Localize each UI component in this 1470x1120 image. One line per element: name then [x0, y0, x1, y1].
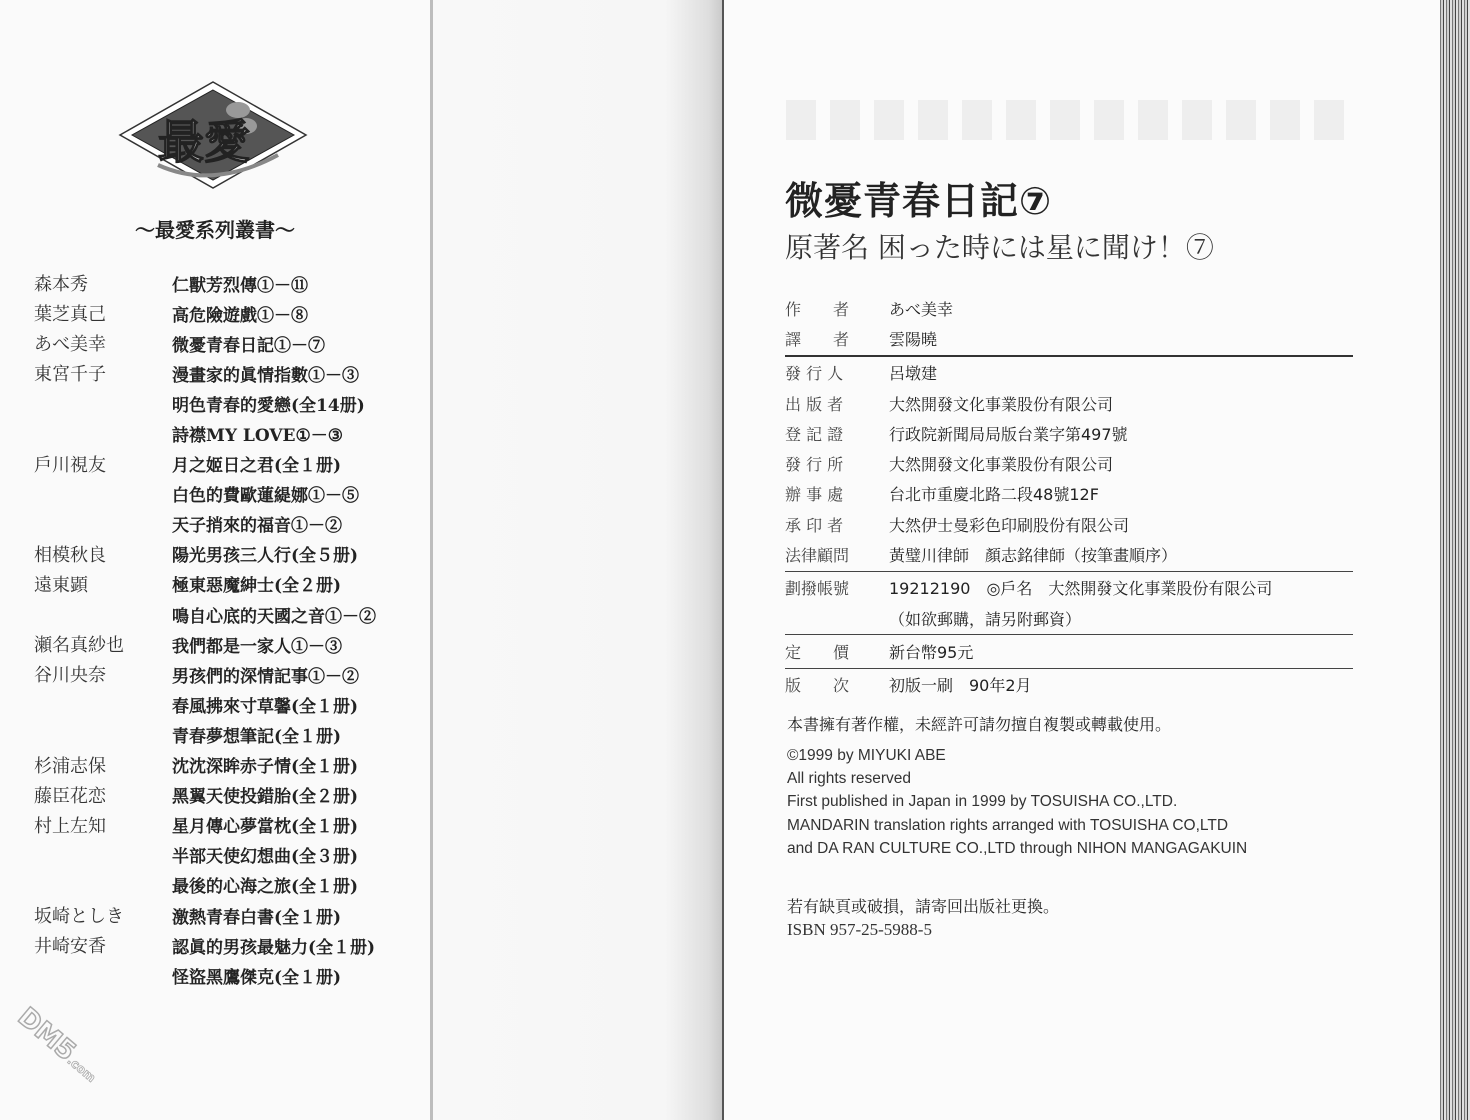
catalog-title: 認眞的男孩最魅力(全１册) [172, 937, 376, 958]
colophon-row-edition: 版 次 初版一刷 90年2月 [785, 676, 1032, 696]
catalog-title: 男孩們的深情記事①－② [172, 666, 359, 687]
series-catalog [34, 268, 376, 990]
catalog-row [34, 328, 376, 358]
divider [785, 571, 1353, 572]
colophon-row-office: 辦 事 處 台北市重慶北路二段48號12F [785, 485, 1099, 505]
colophon-row-author: 作 者 あべ美幸 [785, 299, 954, 319]
catalog-row [34, 719, 376, 749]
catalog-title: 明色青春的愛戀(全14册) [172, 395, 365, 416]
catalog-row [34, 780, 376, 810]
catalog-row [34, 298, 376, 328]
english-line: MANDARIN translation rights arranged with TOSUISHA CO,LTD [787, 816, 1229, 834]
catalog-author: 森本秀 [34, 274, 88, 296]
catalog-author: 井崎安香 [34, 936, 106, 958]
colophon-row-printer: 承 印 者 大然伊士曼彩色印刷股份有限公司 [785, 515, 1130, 535]
english-line: First published in Japan in 1999 by TOSUISHA CO.,LTD. [787, 793, 1178, 811]
catalog-row [34, 358, 376, 388]
catalog-title: 沈沈深眸赤子情(全１册) [172, 757, 359, 778]
catalog-row [34, 268, 376, 298]
original-title: 原著名 困った時には星に聞け！⑦ [785, 231, 1214, 264]
site-watermark: DM5.com [11, 1002, 99, 1085]
catalog-title: 陽光男孩三人行(全５册) [172, 546, 359, 567]
replacement-notice: 若有缺頁或破損，請寄回出版社更換。 [787, 897, 1060, 916]
colophon-row-translator: 譯 者 雲陽曉 [785, 329, 938, 349]
series-title: ～最愛系列叢書～ [135, 218, 295, 242]
colophon-row-distributor: 發 行 所 大然開發文化事業股份有限公司 [785, 455, 1114, 475]
english-copyright [787, 744, 1247, 860]
catalog-author: 村上左知 [34, 815, 106, 837]
catalog-title: 高危險遊戲①－⑧ [172, 305, 308, 326]
catalog-row [34, 629, 376, 659]
colophon-table [785, 293, 1353, 700]
catalog-author: 谷川央奈 [34, 665, 106, 687]
catalog-title: 我們都是一家人①－③ [172, 636, 342, 657]
divider [785, 668, 1353, 669]
catalog-title: 月之姬日之君(全１册) [172, 456, 342, 477]
catalog-title: 春風拂來寸草馨(全１册) [172, 696, 359, 717]
catalog-row [34, 840, 376, 870]
catalog-title: 極東惡魔紳士(全２册) [172, 576, 342, 597]
catalog-row [34, 900, 376, 930]
catalog-title: 白色的費歐蓮緹娜①－⑤ [172, 486, 359, 507]
catalog-title: 黑翼天使投錯胎(全２册) [172, 787, 359, 808]
catalog-row [34, 599, 376, 629]
catalog-row [34, 960, 376, 990]
colophon-row-mail-order: （如欲郵購，請另附郵資） [889, 609, 1082, 629]
catalog-title: 最後的心海之旅(全１册) [172, 877, 359, 898]
colophon-row-price: 定 價 新台幣95元 [785, 642, 974, 662]
book-title: 微憂青春日記⑦ [785, 179, 1053, 223]
catalog-row [34, 870, 376, 900]
catalog-title: 微憂青春日記①－⑦ [172, 335, 325, 356]
colophon-row-legal: 法律顧問 黃璧川律師 顏志銘律師（按筆畫順序） [785, 546, 1178, 566]
catalog-row [34, 659, 376, 689]
copyright-notice: 本書擁有著作權，未經許可請勿擅自複製或轉載使用。 [787, 715, 1172, 734]
blank-page [433, 0, 723, 1120]
catalog-author: 相模秋良 [34, 544, 106, 566]
catalog-author: 東宮千子 [34, 364, 106, 386]
english-line: and DA RAN CULTURE CO.,LTD through NIHON MANGAGAKUIN [787, 839, 1248, 857]
catalog-row [34, 569, 376, 599]
catalog-row [34, 509, 376, 539]
catalog-title: 青春夢想筆記(全１册) [172, 726, 342, 747]
catalog-row [34, 479, 376, 509]
catalog-title: 半部天使幻想曲(全３册) [172, 847, 359, 868]
catalog-title: 詩襟MY LOVE①－③ [172, 426, 343, 447]
catalog-title: 漫畫家的眞情指數①－③ [172, 365, 359, 386]
catalog-author: 坂崎としき [34, 906, 124, 928]
english-line: All rights reserved [787, 770, 912, 788]
diamond-logo-icon [118, 80, 308, 190]
svg-text:最愛: 最愛 [158, 115, 250, 169]
catalog-row [34, 930, 376, 960]
colophon-row-registration: 登 記 證 行政院新聞局局版台業字第497號 [785, 424, 1128, 444]
bleed-through-text [786, 100, 1346, 140]
catalog-title: 天子捎來的福音①－② [172, 516, 342, 537]
catalog-title: 鳴自心底的天國之音①－② [172, 606, 376, 627]
catalog-title: 星月傳心夢當枕(全１册) [172, 817, 359, 838]
divider [785, 634, 1353, 635]
catalog-title: 激熱青春白書(全１册) [172, 907, 342, 928]
divider [785, 355, 1353, 357]
catalog-author: 杉浦志保 [34, 755, 106, 777]
catalog-row [34, 388, 376, 418]
catalog-row [34, 449, 376, 479]
colophon-row-publisher-person: 發 行 人 呂墩建 [785, 364, 938, 384]
catalog-author: 藤臣花恋 [34, 785, 106, 807]
catalog-row [34, 689, 376, 719]
catalog-author: 瀬名真紗也 [34, 635, 124, 657]
catalog-title: 仁獸芳烈傳①－⑪ [172, 275, 308, 296]
colophon-row-account: 劃撥帳號 19212190 ◎戶名 大然開發文化事業股份有限公司 [785, 579, 1273, 599]
catalog-row [34, 418, 376, 448]
catalog-row [34, 539, 376, 569]
catalog-title: 怪盜黑鷹傑克(全１册) [172, 967, 342, 988]
colophon-row-publisher: 出 版 者 大然開發文化事業股份有限公司 [785, 394, 1114, 414]
page-stack-edge [1440, 0, 1470, 1120]
catalog-author: 遠東顕 [34, 574, 88, 596]
catalog-row [34, 750, 376, 780]
catalog-author: 葉芝真己 [34, 304, 106, 326]
isbn: ISBN 957-25-5988-5 [787, 920, 932, 939]
english-line: ©1999 by MIYUKI ABE [787, 747, 946, 764]
catalog-row [34, 810, 376, 840]
catalog-author: 戶川視友 [34, 454, 106, 476]
catalog-author: あべ美幸 [34, 334, 106, 356]
